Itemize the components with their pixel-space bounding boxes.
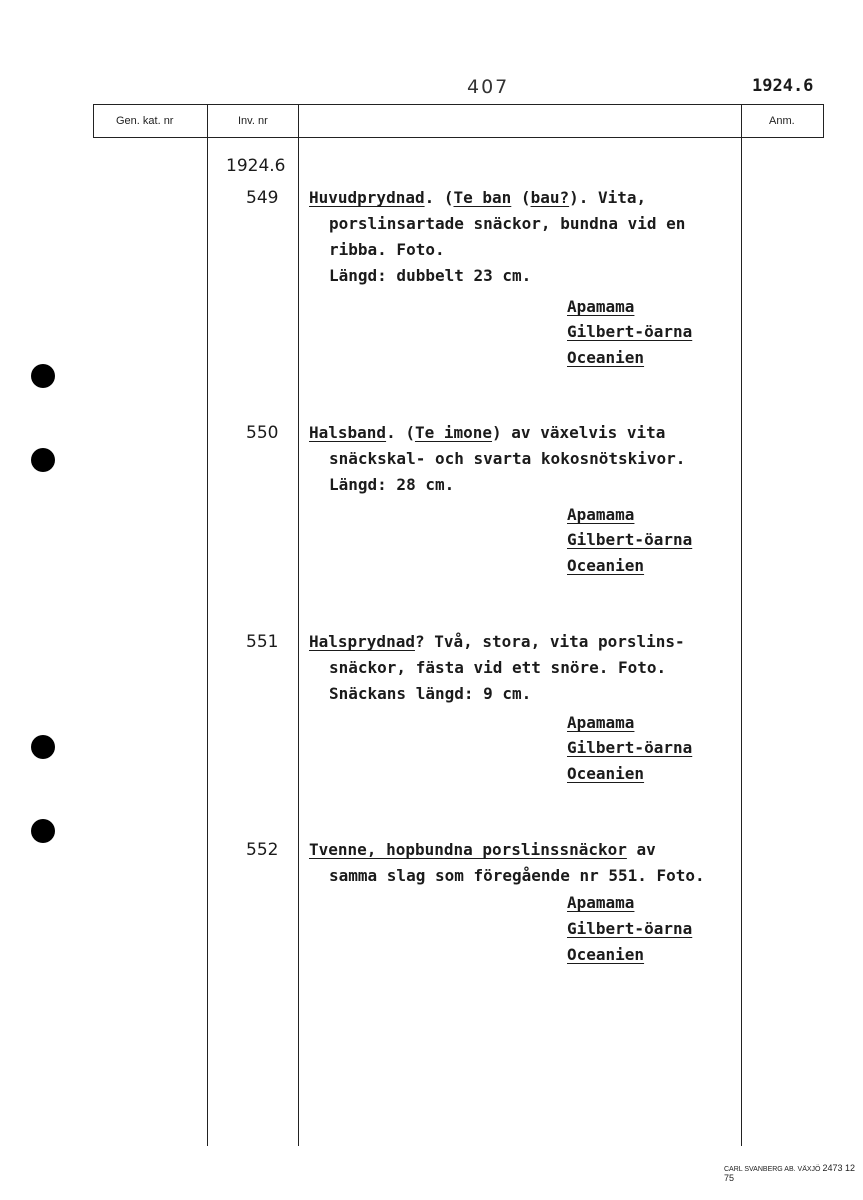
locality-line: Oceanien xyxy=(567,945,645,964)
inventory-number: 552 xyxy=(246,840,279,860)
description-text: ? Två, stora, vita porslins- xyxy=(414,632,685,651)
form-code: 2473 12 75 xyxy=(724,1163,855,1183)
underlined-term: Halsprydnad xyxy=(309,632,415,651)
description-line xyxy=(329,866,705,885)
printer-imprint xyxy=(724,1163,863,1183)
description-text: Snäckans längd: 9 cm. xyxy=(329,684,532,703)
description-text: ) av växelvis vita xyxy=(492,423,666,442)
description-line xyxy=(329,266,531,285)
binder-hole xyxy=(31,364,55,388)
locality-line: Oceanien xyxy=(567,764,645,783)
locality-line: Gilbert-öarna xyxy=(567,322,693,341)
description-line xyxy=(309,188,646,207)
column-divider xyxy=(207,104,208,1146)
underlined-term: Tvenne, hopbundna porslinssnäckor xyxy=(309,840,627,859)
binder-hole xyxy=(31,735,55,759)
inventory-number: 549 xyxy=(246,188,279,208)
locality-line: Apamama xyxy=(567,713,635,732)
locality-line: Oceanien xyxy=(567,348,645,367)
page-number: 407 xyxy=(467,76,510,98)
locality-line: Gilbert-öarna xyxy=(567,738,693,757)
description-line xyxy=(309,423,665,442)
description-line xyxy=(329,684,531,703)
description-text: ( xyxy=(511,188,531,207)
description-text: ribba. Foto. xyxy=(329,240,445,259)
description-text: ). Vita, xyxy=(569,188,647,207)
column-divider xyxy=(298,104,299,1146)
description-text: av xyxy=(626,840,656,859)
column-divider xyxy=(823,104,824,138)
accession-year: 1924.6 xyxy=(752,76,814,96)
printer-name: CARL SVANBERG AB. VÄXJÖ xyxy=(724,1166,821,1173)
locality-line: Apamama xyxy=(567,893,635,912)
description-text: Längd: 28 cm. xyxy=(329,475,455,494)
description-line xyxy=(309,632,685,651)
locality-line: Gilbert-öarna xyxy=(567,919,693,938)
underlined-term: Halsband xyxy=(309,423,387,442)
description-line xyxy=(329,449,685,468)
description-text: snäckor, fästa vid ett snöre. Foto. xyxy=(329,658,667,677)
underlined-term: Te ban xyxy=(453,188,512,207)
description-text: snäckskal- och svarta kokosnötskivor. xyxy=(329,449,686,468)
description-text: samma slag som föregående nr 551. Foto. xyxy=(329,866,705,885)
underlined-term: Te imone xyxy=(414,423,493,442)
binder-hole xyxy=(31,819,55,843)
header-bottom-rule xyxy=(93,137,824,138)
locality-line: Apamama xyxy=(567,505,635,524)
locality-line: Gilbert-öarna xyxy=(567,530,693,549)
locality-line: Apamama xyxy=(567,297,635,316)
description-text: . ( xyxy=(424,188,454,207)
description-line xyxy=(329,240,445,259)
description-text: . ( xyxy=(386,423,415,442)
locality-line: Oceanien xyxy=(567,556,645,575)
description-text: Längd: dubbelt 23 cm. xyxy=(329,266,532,285)
description-line xyxy=(329,214,685,233)
underlined-term: Huvudprydnad xyxy=(309,188,425,207)
description-text: porslinsartade snäckor, bundna vid en xyxy=(329,214,686,233)
inventory-number: 551 xyxy=(246,632,279,652)
header-top-rule xyxy=(93,104,824,105)
column-divider xyxy=(93,104,94,138)
underlined-term: bau? xyxy=(530,188,570,207)
entry-year: 1924.6 xyxy=(226,156,286,176)
description-line xyxy=(329,658,666,677)
description-line xyxy=(309,840,656,859)
binder-hole xyxy=(31,448,55,472)
column-header-inv-nr: Inv. nr xyxy=(238,115,268,127)
column-header-gen-kat-nr: Gen. kat. nr xyxy=(116,115,174,127)
inventory-number: 550 xyxy=(246,423,279,443)
column-divider xyxy=(741,104,742,1146)
description-line xyxy=(329,475,454,494)
column-header-anm: Anm. xyxy=(769,115,795,127)
